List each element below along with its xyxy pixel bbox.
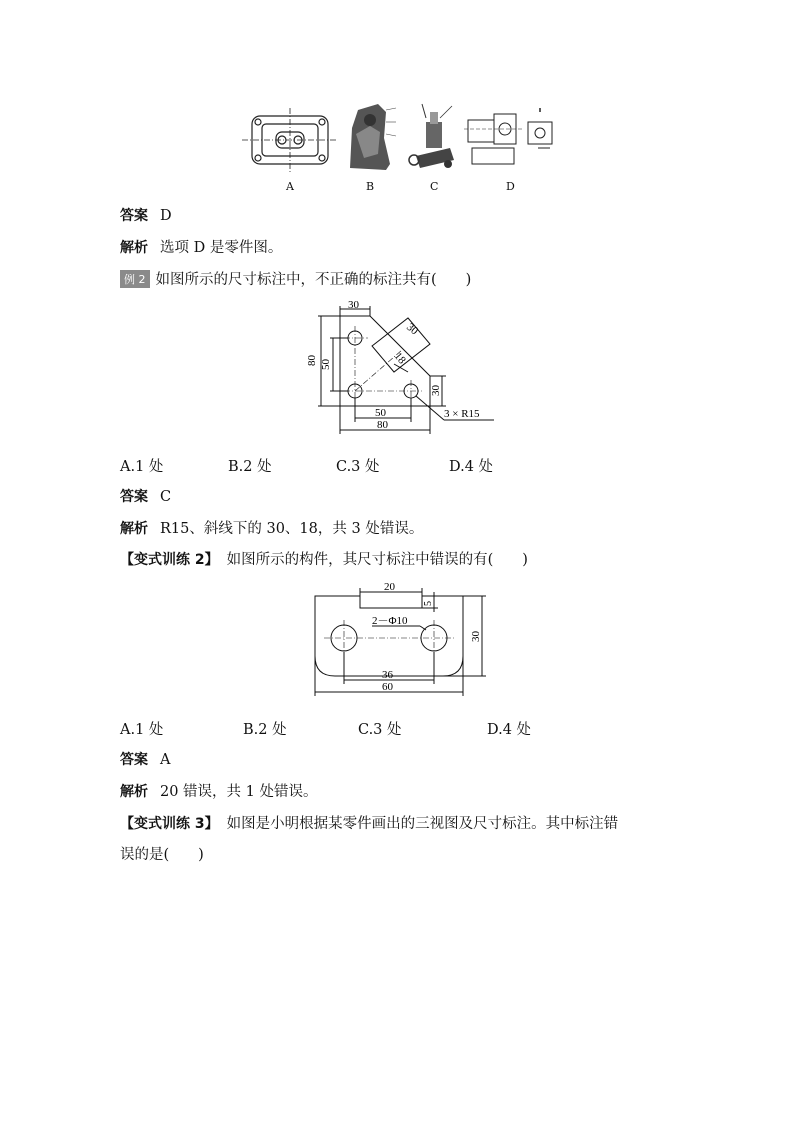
var2-answer-line <box>120 749 170 769</box>
answer-label: 答案 <box>120 489 148 505</box>
var2-choice-a[interactable]: A.1 处 <box>120 722 164 738</box>
var2-dim-small: 5 <box>423 601 434 606</box>
analysis-label: 解析 <box>120 521 148 537</box>
drawing-b <box>350 104 396 170</box>
var2-dim-right: 30 <box>470 631 482 642</box>
var3-question-2: 误的是( ) <box>120 847 204 863</box>
var2-dim-top: 20 <box>384 581 395 593</box>
var2-outline <box>315 596 463 676</box>
option-label-d: D <box>506 180 515 193</box>
ex2-dim-left-inner: 50 <box>320 359 332 370</box>
q1-answer-line <box>120 205 172 225</box>
q1-analysis-line <box>120 236 282 257</box>
var3-question-line-1 <box>120 812 618 833</box>
ex2-choice-d[interactable]: D.4 处 <box>449 459 494 475</box>
var2-drawing <box>300 578 496 698</box>
var3-question-1: 如图是小明根据某零件画出的三视图及尺寸标注。其中标注错 <box>226 816 619 832</box>
var2-analysis-line <box>120 780 318 801</box>
ex2-choice-c[interactable]: C.3 处 <box>336 459 380 475</box>
ex2-dim-left-outer: 80 <box>306 355 318 366</box>
option-label-b: B <box>366 180 375 193</box>
top-figure <box>240 98 560 196</box>
analysis-label: 解析 <box>120 784 148 800</box>
drawing-a <box>242 108 338 172</box>
ex2-dim-top: 30 <box>348 299 359 311</box>
example-badge: 例 2 <box>120 270 150 288</box>
ex2-dim-radius: 3 × R15 <box>444 408 480 420</box>
var2-dim-inner: 36 <box>382 669 393 681</box>
var2-choice-d[interactable]: D.4 处 <box>487 722 532 738</box>
ex2-dim-bottom-outer: 80 <box>377 419 388 431</box>
ex2-dim-bottom-inner: 50 <box>375 407 386 419</box>
ex2-answer-line <box>120 486 171 506</box>
answer-value: A <box>160 752 171 768</box>
option-label-c: C <box>430 180 439 193</box>
analysis-label: 解析 <box>120 240 148 256</box>
ex2-choice-a[interactable]: A.1 处 <box>120 459 164 475</box>
answer-value: D <box>160 208 172 224</box>
var3-question-line-2 <box>120 843 204 864</box>
var2-choice-c[interactable]: C.3 处 <box>358 722 402 738</box>
var2-dim-hole: 2－Φ10 <box>372 615 408 627</box>
analysis-text: R15、斜线下的 30、18，共 3 处错误。 <box>160 521 424 537</box>
analysis-text: 选项 D 是零件图。 <box>160 240 283 256</box>
ex2-question-line <box>120 268 471 289</box>
var2-title: 【变式训练 2】 <box>120 552 219 568</box>
var3-title: 【变式训练 3】 <box>120 816 219 832</box>
ex2-question: 如图所示的尺寸标注中，不正确的标注共有( ) <box>155 272 472 288</box>
var2-dim-outer: 60 <box>382 681 393 693</box>
ex2-dim-slant-top: 30 <box>404 321 421 338</box>
ex2-figure <box>298 298 498 438</box>
ex2-dim-slant-mid: 18 <box>391 350 408 367</box>
var2-choice-b[interactable]: B.2 处 <box>243 722 287 738</box>
option-label-a: A <box>286 180 294 193</box>
answer-label: 答案 <box>120 752 148 768</box>
ex2-dim-right: 30 <box>430 385 442 396</box>
answer-label: 答案 <box>120 208 148 224</box>
drawing-d <box>464 108 552 164</box>
answer-value: C <box>160 489 172 505</box>
drawing-c <box>409 104 454 168</box>
ex2-choice-b[interactable]: B.2 处 <box>228 459 272 475</box>
var2-figure <box>300 578 496 698</box>
analysis-text: 20 错误，共 1 处错误。 <box>160 784 318 800</box>
ex2-analysis-line <box>120 517 423 538</box>
ex2-drawing <box>298 298 498 438</box>
var2-question-line <box>120 548 528 569</box>
var2-question: 如图所示的构件，其尺寸标注中错误的有( ) <box>226 552 528 568</box>
